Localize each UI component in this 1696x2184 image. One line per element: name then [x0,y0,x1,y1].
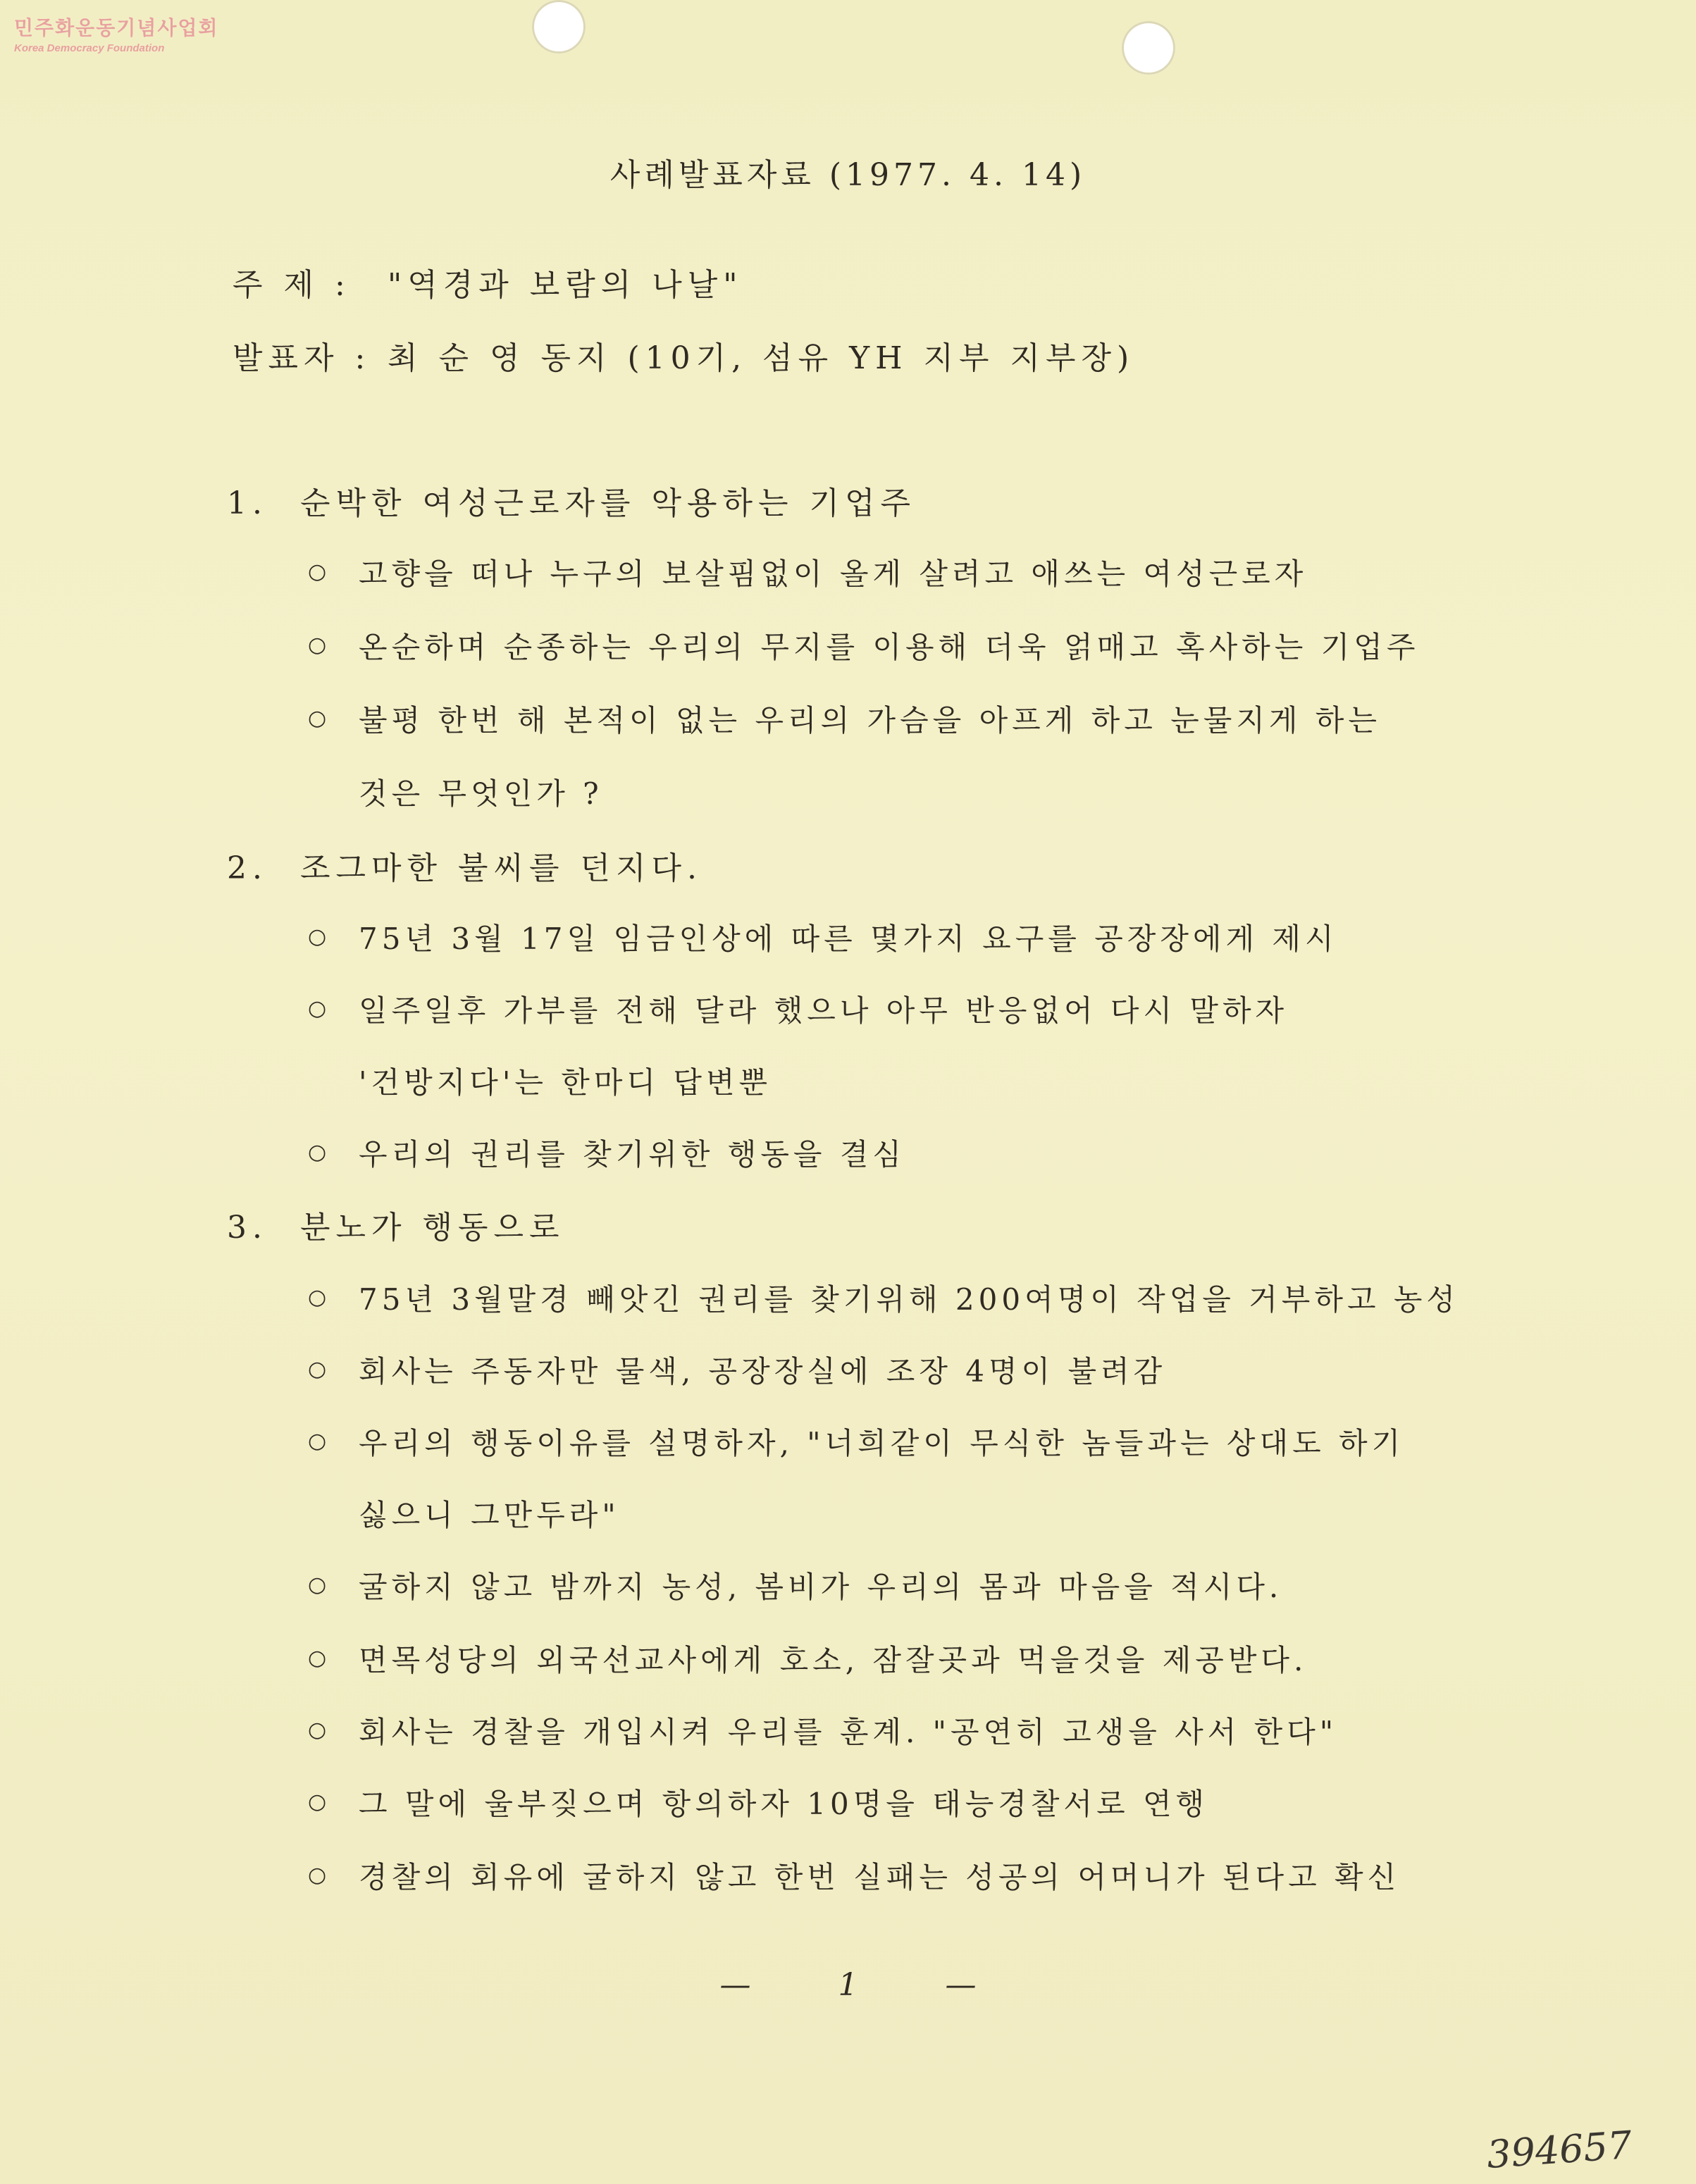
section-title: 조그마한 불씨를 던지다. [300,850,702,886]
list-item-text: 우리의 권리를 찾기위한 행동을 결심 [359,1137,905,1172]
section-1-heading [227,478,916,523]
bullet-circle-icon: ○ [308,1718,331,1742]
bullet-circle-icon: ○ [308,559,331,584]
page-number-value: 1 [838,1967,858,2003]
section-number: 3. [227,1210,268,1246]
list-item-text: 75년 3월말경 빼앗긴 권리를 찾기위해 200여명이 작업을 거부하고 농성 [359,1282,1460,1317]
bullet-circle-icon: ○ [308,1285,331,1310]
punch-hole-left [532,0,586,54]
list-item [308,1854,1400,1897]
list-item [308,916,1338,958]
page-number [0,1967,1696,2003]
watermark-korean: 민주화운동기념사업회 [14,17,219,39]
list-item [308,1420,1404,1463]
section-title: 순박한 여성근로자를 악용하는 기업주 [300,485,917,521]
list-item [308,697,1381,740]
watermark-english: Korea Democracy Foundation [14,42,165,54]
list-item [308,1709,1337,1751]
bullet-circle-icon: ○ [308,706,331,731]
section-3-heading [227,1202,565,1247]
list-item [308,1348,1166,1391]
bullet-circle-icon: ○ [308,1789,331,1814]
bullet-circle-icon: ○ [308,1429,331,1453]
list-item-text: 회사는 경찰을 개입시켜 우리를 훈계. "공연히 고생을 사서 한다" [359,1715,1338,1749]
bullet-circle-icon: ○ [308,1572,331,1597]
foundation-watermark [14,13,218,54]
section-number: 1. [227,485,268,521]
list-item-text: 경찰의 회유에 굴하지 않고 한번 실패는 성공의 어머니가 된다고 확신 [359,1860,1401,1894]
bullet-circle-icon: ○ [308,633,331,657]
subject-value: "역경과 보람의 나날" [388,267,743,303]
list-item-continuation: 것은 무엇인가 ? [359,776,603,811]
section-2-heading [227,843,702,888]
list-item-continuation: 싫으니 그만두라" [359,1498,620,1532]
page-dash-right: — [945,1967,977,2003]
presenter-value: 최 순 영 동지 (10기, 섬유 YH 지부 지부장) [388,340,1135,376]
list-item-text: 굴하지 않고 밤까지 농성, 봄비가 우리의 몸과 마음을 적시다. [359,1570,1283,1604]
list-item-text: 불평 한번 해 본적이 없는 우리의 가슴을 아프게 하고 눈물지게 하는 [359,703,1381,738]
archive-number: 394657 [1485,2122,1634,2178]
bullet-circle-icon: ○ [308,1646,331,1670]
bullet-circle-icon: ○ [308,924,331,949]
section-title: 분노가 행동으로 [300,1210,565,1246]
presenter-label: 발표자 : [233,340,371,376]
list-item [308,1781,1208,1823]
bullet-circle-icon: ○ [308,1357,331,1382]
subject-line [233,259,743,304]
list-item-text: 그 말에 울부짖으며 항의하자 10명을 태능경찰서로 연행 [359,1787,1209,1821]
list-item-text: 면목성당의 외국선교사에게 호소, 잠잘곳과 먹을것을 제공받다. [359,1643,1308,1677]
list-item-text: 온순하며 순종하는 우리의 무지를 이용해 더욱 얽매고 혹사하는 기업주 [359,630,1420,664]
list-item [308,1277,1459,1319]
list-item-text: 우리의 행동이유를 설명하자, "너희같이 무식한 놈들과는 상대도 하기 [359,1426,1405,1460]
list-item-continuation: '건방지다'는 한마디 답변뿐 [359,1065,772,1100]
list-item [308,551,1307,593]
subject-label: 주 제 : [233,267,351,303]
document-title: 사례발표자료 (1977. 4. 14) [609,157,1087,193]
list-item [308,1131,905,1174]
punch-hole-right [1122,21,1175,75]
list-item [308,624,1419,666]
list-item-text: 일주일후 가부를 전해 달라 했으나 아무 반응없어 다시 말하자 [359,993,1289,1028]
page-dash-left: — [719,1967,751,2003]
section-number: 2. [227,850,268,886]
list-item [308,988,1288,1030]
bullet-circle-icon: ○ [308,1863,331,1887]
list-item [308,1564,1282,1606]
list-item-text: 고향을 떠나 누구의 보살핌없이 올게 살려고 애쓰는 여성근로자 [359,557,1308,591]
bullet-circle-icon: ○ [308,996,331,1021]
list-item [308,1637,1307,1680]
bullet-circle-icon: ○ [308,1140,331,1165]
list-item-text: 75년 3월 17일 임금인상에 따른 몇가지 요구를 공장장에게 제시 [359,922,1338,956]
list-item-text: 회사는 주동자만 물색, 공장장실에 조장 4명이 불려감 [359,1354,1167,1389]
presenter-line [233,333,1134,378]
